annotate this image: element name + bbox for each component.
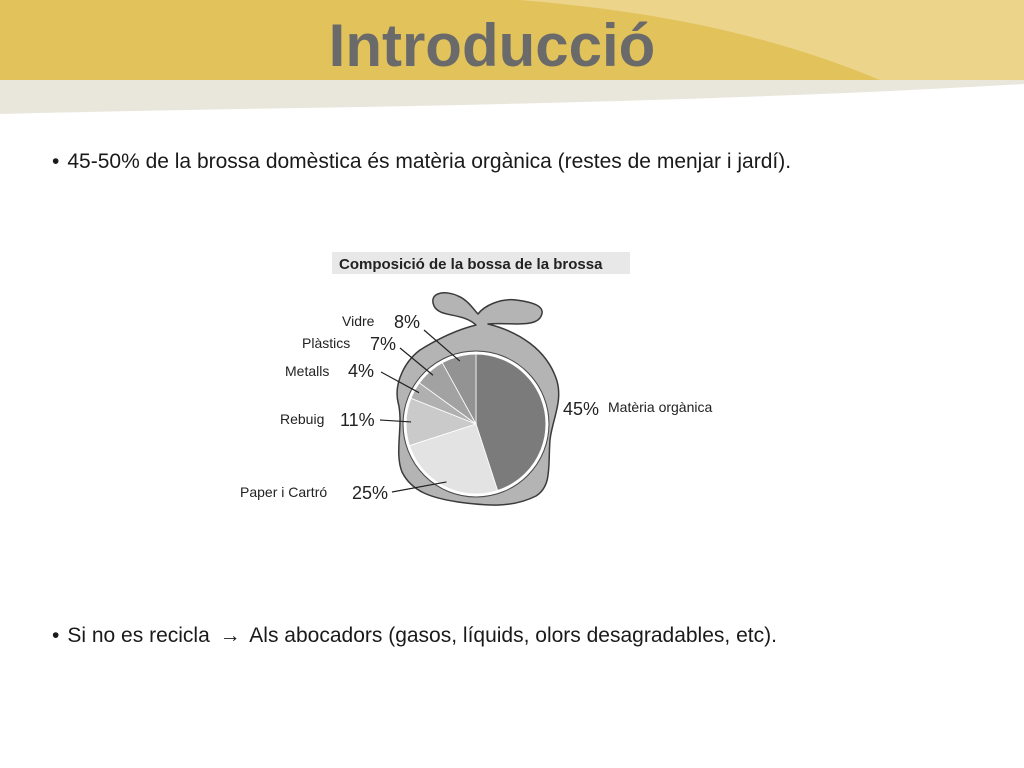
slice-value-materia-organica: 45% [563,399,600,419]
bullet-text: 45-50% de la brossa domèstica és matèria orgànica (restes de menjar i jardí). [67,150,792,173]
chart-title: Composició de la bossa de la brossa [339,256,603,273]
slice-value-rebuig: 11% [340,410,375,430]
right-arrow-icon: → [219,624,241,647]
slice-value-metalls: 4% [348,361,375,381]
slice-label-plastics: Plàstics [302,335,351,351]
slice-value-paper-cartro: 25% [352,483,389,503]
slice-label-metalls: Metalls [285,363,330,379]
bullet-text-before: Si no es recicla [67,624,210,647]
bullet-no-recycling [52,624,777,648]
pie-group [403,351,549,497]
slice-label-rebuig: Rebuig [280,411,325,427]
slice-label-paper-cartro: Paper i Cartró [240,484,328,500]
slice-label-materia-organica: Matèria orgànica [608,399,713,415]
slice-label-vidre: Vidre [342,313,375,329]
bullet-dot: • [52,150,60,173]
slide-title: Introducció [328,12,656,79]
slice-value-plastics: 7% [370,334,397,354]
bullet-text-after: Als abocadors (gasos, líquids, olors desagradables, etc). [249,624,777,647]
bullet-dot: • [52,624,60,647]
slice-value-vidre: 8% [394,312,421,332]
